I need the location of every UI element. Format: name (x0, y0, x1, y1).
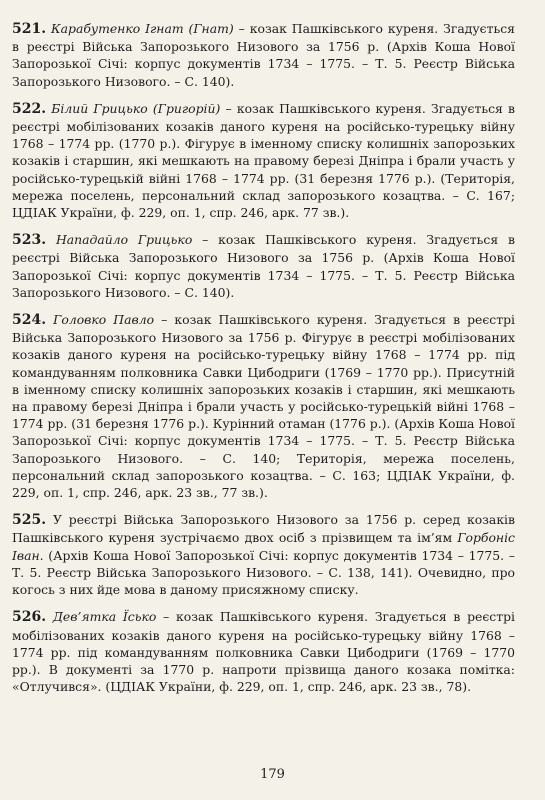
entry-text: – козак Пашківського куреня. Згадується в реєстрі Війська Запорозького Низового за 1756 р. (Архів Коша Нової Запорозької Січі: корпус документів 1734 – 1775. – Т. 5. Реєстр Війська Запорозького Низового. – С. 140). (12, 232, 515, 300)
entry-name: Дев’ятка Їсько (52, 609, 157, 625)
entry-text-lead: У реєстрі Війська Запорозького Низового за 1756 р. серед козаків Пашківського куреня зустрічаємо двох осіб з прізвищем та ім’ям (12, 512, 515, 546)
entry-521 (12, 20, 515, 90)
entry-text: – козак Пашківського куреня. Згадується в реєстрі мобілізованих козаків даного куреня на російсько-турецьку війну 1768 – 1774 рр. під командуванням полковника Савки Цибодриги (1769 – 1770 рр.). В документі за 1770 р. напроти прізвища даного козака помітка: «Отлучився». (ЦДІАК України, ф. 229, оп. 1, спр. 246, арк. 23 зв., 78). (12, 609, 515, 695)
entry-526 (12, 608, 515, 695)
entry-number: 525. (12, 512, 47, 529)
entry-number: 522. (12, 100, 47, 117)
page-number: 179 (260, 767, 285, 782)
entry-name: Білий Грицько (Григорій) (51, 100, 221, 116)
entry-522 (12, 100, 515, 221)
entry-name: Горбоніс Іван (12, 530, 515, 563)
entry-name: Карабутенко Ігнат (Гнат) (51, 21, 234, 36)
entry-525 (12, 511, 515, 598)
entry-number: 521. (12, 21, 47, 37)
entry-number: 526. (12, 609, 47, 626)
entry-text: . (Архів Коша Нової Запорозької Січі: корпус документів 1734 – 1775. – Т. 5. Реєстр Війська Запорозького Низового. – С. 138, 141). Очевидно, про когось з них йде мова в даному присяжному списку. (12, 547, 515, 598)
entry-523 (12, 231, 515, 301)
entry-name: Головко Павло (53, 312, 155, 328)
entry-524 (12, 311, 515, 501)
entry-text: – козак Пашківського куреня. Згадується в реєстрі мобілізованих козаків даного куреня на російсько-турецьку війну 1768 – 1774 рр. (1770 р.). Фігурує в іменному списку колишніх запорозьких козаків і старшин, які мешкають на правому березі Дніпра і брали участь у російсько-турецькій війні 1768 – 1774 рр. (31 березня 1776 р.). (Територія, мережа поселень, персональний склад запорозького козацтва. – С. 167; ЦДІАК України, ф. 229, оп. 1, спр. 246, арк. 77 зв.). (12, 100, 515, 221)
entry-text: – козак Пашківського куреня. Згадується в реєстрі Війська Запорозького Низового за 1756 р. Фігурує в реєстрі мобілізованих козаків даного куреня на російсько-турецьку війну 1768 – 1774 рр. під командуванням полковника Савки Цибодриги (1769 – 1770 рр.). Присутній в іменному списку колишніх запорозьких козаків і старшин, які мешкають на правому березі Дніпра і брали участь у російсько-турецькій війні 1768 – 1774 рр. (31 березня 1776 р.). Курінний отаман (1776 р.). (Архів Коша Нової Запорозької Січі: корпус документів 1734 – 1775. – Т. 5. Реєстр Війська Запорозького Низового. – С. 140; Територія, мережа поселень, персональний склад запорозького козацтва. – С. 163; ЦДІАК України, ф. 229, оп. 1, спр. 246, арк. 23 зв., 77 зв.). (12, 312, 515, 501)
entry-text: – козак Пашківського куреня. Згадується в реєстрі Війська Запорозького Низового за 1756 р. (Архів Коша Нової Запорозької Січі: корпус документів 1734 – 1775. – Т. 5. Реєстр Війська Запорозького Низового. – С. 140). (12, 21, 515, 89)
entry-name: Нападайло Грицько (55, 232, 193, 248)
entry-number: 524. (12, 312, 47, 329)
entry-number: 523. (12, 232, 47, 249)
